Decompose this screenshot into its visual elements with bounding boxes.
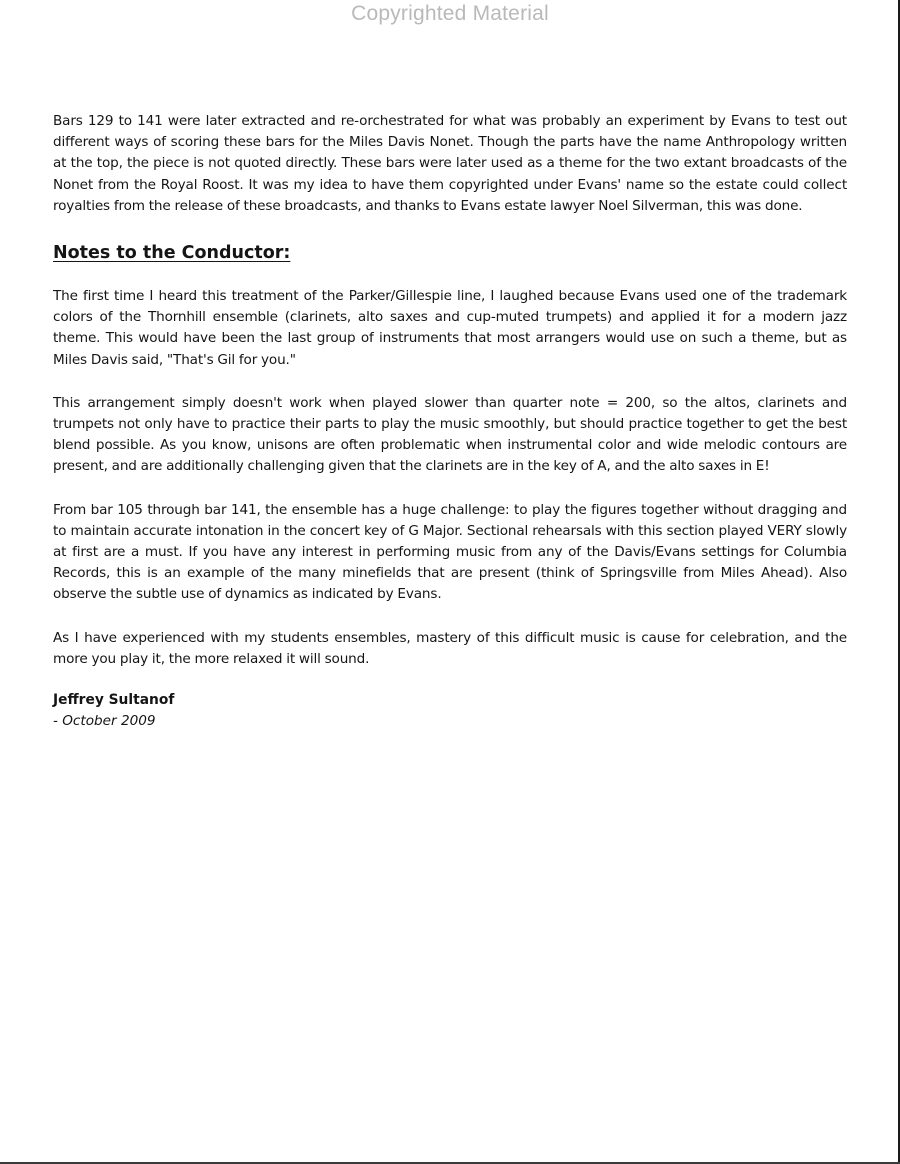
intro-paragraph: Bars 129 to 141 were later extracted and re-orchestrated for what was probably an experiment by Evans to test out different ways of scoring these bars for the Miles Davis Nonet. Though the parts have the name Anthropology written at the top, the piece is not quoted directly. These bars were later used as a theme for the two extant broadcasts of the Nonet from the Royal Roost. It was my idea to have them copyrighted under Evans' name so the estate could collect royalties from the release of these broadcasts, and thanks to Evans estate lawyer Noel Silverman, this was done.	[53, 113, 847, 214]
body-paragraph-2: This arrangement simply doesn't work when played slower than quarter note = 200, so the altos, clarinets and trumpets not only have to practice their parts to play the music smoothly, but should practice together to get the best blend possible. As you know, unisons are often problematic when instrumental color and wide melodic contours are present, and are additionally challenging given that the clarinets are in the key of A, and the alto saxes in E!	[53, 394, 847, 475]
document-body	[53, 111, 847, 731]
signature-date: - October 2009	[53, 713, 156, 730]
body-paragraph-1: The first time I heard this treatment of the Parker/Gillespie line, I laughed because Evans used one of the trademark colors of the Thornhill ensemble (clarinets, alto saxes and cup-muted trumpets) and applied it for a modern jazz theme. This would have been the last group of instruments that most arrangers would use on such a theme, but as Miles Davis said, "That's Gil for you."	[53, 288, 847, 368]
paragraph-spacer	[53, 478, 847, 500]
body-paragraph-4: As I have experienced with my students ensembles, mastery of this difficult music is cause for celebration, and the more you play it, the more relaxed it will sound.	[53, 629, 847, 667]
copyright-watermark: Copyrighted Material	[351, 2, 549, 25]
paragraph-spacer	[53, 371, 847, 393]
section-heading: Notes to the Conductor:	[53, 243, 291, 264]
body-paragraph-3: From bar 105 through bar 141, the ensemble has a huge challenge: to play the figures together without dragging and to maintain accurate intonation in the concert key of G Major. Sectional rehearsals with this section played VERY slowly at first are a must. If you have any interest in performing music from any of the Davis/Evans settings for Columbia Records, this is an example of the many minefields that are present (think of Springsville from Miles Ahead). Also observe the subtle use of dynamics as indicated by Evans.	[53, 501, 847, 603]
author-signature: Jeffrey Sultanof	[53, 692, 175, 709]
paragraph-spacer	[53, 606, 847, 628]
